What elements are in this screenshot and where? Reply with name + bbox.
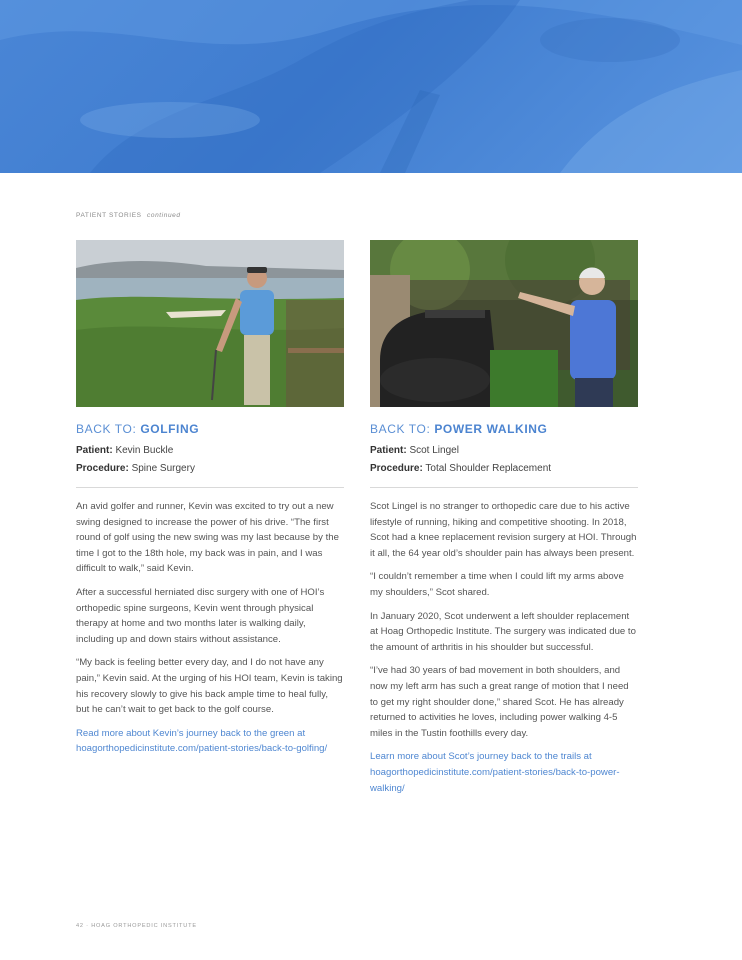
section-title: PATIENT STORIES bbox=[76, 212, 142, 219]
story-body bbox=[76, 499, 344, 757]
paragraph: An avid golfer and runner, Kevin was excited to try out a new swing designed to increase the power of his drive. “The first round of golf using the new swing was my last because by the time I got to the 18th hole, my back was in pain, and I was difficult to walk,” said Kevin. bbox=[76, 501, 339, 575]
kicker-prefix: BACK TO: bbox=[76, 422, 137, 436]
paragraph: Scot Lingel is no stranger to orthopedic care due to his active lifestyle of running, hiking and competitive shooting. In 2018, Scot had a knee replacement revision surgery at HOI. Through it all, the 64 year old’s shoulder pain has always been present. bbox=[370, 501, 637, 559]
section-label bbox=[76, 212, 181, 219]
patient-value: Kevin Buckle bbox=[115, 445, 174, 456]
procedure-line bbox=[370, 460, 638, 478]
continued-label: continued bbox=[147, 212, 181, 219]
read-more-link[interactable]: Read more about Kevin’s journey back to the green at hoagorthopedicinstitute.com/patient-stories/back-to-golfing/ bbox=[76, 727, 328, 755]
story-body bbox=[370, 499, 638, 796]
story-meta bbox=[76, 442, 344, 478]
story-meta bbox=[370, 442, 638, 478]
patient-line bbox=[370, 442, 638, 460]
story-kicker bbox=[76, 422, 344, 436]
header-banner bbox=[0, 0, 742, 173]
paragraph: “I couldn’t remember a time when I could lift my arms above my shoulders,” Scot shared. bbox=[370, 571, 624, 598]
walker-illustration bbox=[370, 240, 638, 407]
procedure-line bbox=[76, 460, 344, 478]
divider bbox=[76, 487, 344, 488]
divider bbox=[370, 487, 638, 488]
learn-more-link[interactable]: Learn more about Scot’s journey back to the trails at hoagorthopedicinstitute.com/patient-stories/back-to-power-walking/ bbox=[370, 751, 620, 794]
procedure-label: Procedure: bbox=[370, 463, 423, 474]
banner-graphic bbox=[0, 0, 742, 173]
paragraph: “My back is feeling better every day, and I do not have any pain,” Kevin said. At the urging of his HOI team, Kevin is taking his recovery slowly to give his back ample time to heal fully, but he can’t wait to get back to the golf course. bbox=[76, 657, 343, 716]
paragraph: “I’ve had 30 years of bad movement in both shoulders, and now my left arm has such a great range of motion that I need to get my right shoulder done,” shared Scot. He has already returned to activities he loves, including power walking 4-5 miles in the Tustin foothills every day. bbox=[370, 665, 629, 739]
kicker-topic: POWER WALKING bbox=[434, 422, 548, 436]
paragraph: In January 2020, Scot underwent a left shoulder replacement at Hoag Orthopedic Institute. The surgery was indicated due to the amount of arthritis in his shoulder but successful. bbox=[370, 610, 636, 653]
photo-golfer bbox=[76, 240, 344, 407]
procedure-value: Spine Surgery bbox=[131, 463, 195, 474]
patient-value: Scot Lingel bbox=[409, 445, 459, 456]
patient-label: Patient: bbox=[76, 445, 113, 456]
story-kevin bbox=[76, 240, 344, 765]
photo-walker bbox=[370, 240, 638, 407]
patient-line bbox=[76, 442, 344, 460]
procedure-label: Procedure: bbox=[76, 463, 129, 474]
patient-label: Patient: bbox=[370, 445, 407, 456]
paragraph: After a successful herniated disc surgery with one of HOI’s orthopedic spine surgeons, Kevin went through physical therapy at home and two months later is walking daily, including up and down stairs without assistance. bbox=[76, 586, 325, 645]
story-kicker bbox=[370, 422, 638, 436]
procedure-value: Total Shoulder Replacement bbox=[425, 463, 552, 474]
story-scot bbox=[370, 240, 638, 804]
golfer-illustration bbox=[76, 240, 344, 407]
kicker-prefix: BACK TO: bbox=[370, 422, 431, 436]
kicker-topic: GOLFING bbox=[140, 422, 200, 436]
page-footer: 42 · HOAG ORTHOPEDIC INSTITUTE bbox=[76, 923, 197, 929]
